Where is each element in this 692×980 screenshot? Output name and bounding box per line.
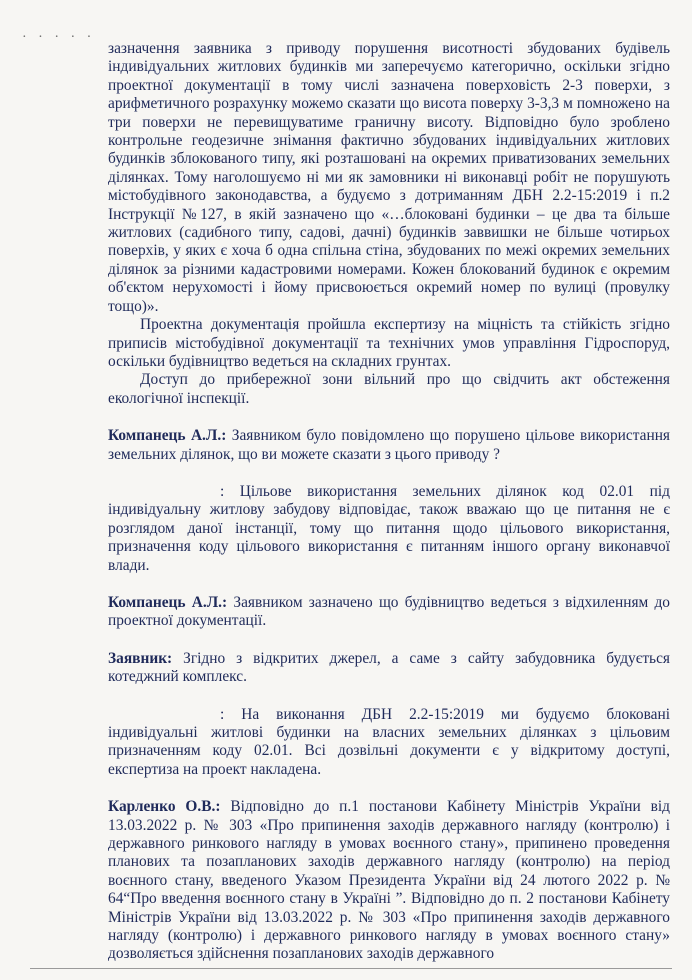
speaker-name: Карленко О.В.: — [108, 798, 221, 816]
exchange-2 — [108, 483, 670, 575]
transcript-body — [108, 40, 670, 964]
continuation-paragraph: зазначення заявника з приводу порушення висотності збудованих будівель індивідуальних житлових будинків ми заперечуємо категорично, оскільки згідно проектної документації в тому числі зазначена поверховість 2-3 поверхи, з арифметичного розрахунку можемо сказати що висота поверху 3-3,3 м помножено на три поверхи не перевищуватиме граничну висоту. Відповідно було зроблено контрольне геодезичне знімання фактично збудованих індивідуальних житлових будинків зблокованого типу, які розташовані на окремих приватизованих земельних ділянках. Тому наголошуємо ні ми як замовники ні виконавці робіт не порушують містобудівного законодавства, а будуємо з дотриманням ДБН 2.2-15:2019 і п.2 Інструкції №127, в якій зазначено що «…блоковані будинки – це два та більше житлових (садибного типу, садові, дачні) будинків заввишки не більше чотирьох поверхів, у яких є хоча б одна спільна стіна, збудованих по межі окремих земельних ділянок за різними кадастровими номерами. Кожен блокований будинок є окремим об'єктом нерухомості і йому присвоюється окремий номер по вулиці (провулку тощо)». — [108, 40, 670, 315]
speaker-name: Компанець А.Л.: — [108, 427, 227, 445]
page-bottom-edge — [30, 968, 672, 969]
exchange-6 — [108, 798, 670, 964]
speech-text: Відповідно до п.1 постанови Кабінету Міністрів України від 13.03.2022 р. № 303 «Про припинення заходів державного нагляду (контролю) і державного ринкового нагляду в умовах воєнного стану», припинено проведення планових та позапланових заходів державного нагляду (контролю) на період воєнного стану, введеного Указом Президента України від 24 лютого 2022 р. № 64“Про введення воєнного стану в Україні ”. Відповідно до п. 2 постанови Кабінету Міністрів України від 13.03.2022 р. № 303 «Про припинення заходів державного нагляду (контролю) і державного ринкового нагляду в умовах воєнного стану» дозволяється здійснення позапланових заходів державного — [108, 798, 670, 963]
expertise-paragraph: Проектна документація пройшла експертизу на міцність та стійкість згідно приписів містобудівної документації та технічних умов управління Гідроспоруд, оскільки будівництво ведеться на складних грунтах. — [108, 316, 670, 370]
speech-text: Заявником зазначено що будівництво ведеться з відхиленням до проектної документації. — [108, 593, 670, 630]
exchange-3 — [108, 594, 670, 631]
speech-text: : На виконання ДБН 2.2-15:2019 ми будуємо блоковані індивідуальні житлові будинки на власних земельних ділянках з цільовим призначенням коду 02.01. Всі дозвільні документи є у відкритому доступі, експертиза на проект накладена. — [108, 705, 670, 778]
scan-margin-marks: · · · · · — [22, 30, 96, 45]
speech-text: Згідно з відкритих джерел, а саме з сайту забудовника будується котеджний комплекс. — [108, 649, 670, 686]
exchange-4 — [108, 650, 670, 687]
speaker-name: Компанець А.Л.: — [108, 593, 228, 611]
speaker-name: Заявник: — [108, 649, 173, 667]
exchange-1 — [108, 427, 670, 464]
exchange-5 — [108, 706, 670, 780]
speech-text: Заявником було повідомлено що порушено цільове використання земельних ділянок, що ви можете сказати з цього приводу ? — [108, 427, 671, 463]
speech-text: : Цільове використання земельних ділянок код 02.01 під індивідуальну житлову забудову відповідає, також вважаю що це питання не є розглядом даної інстанції, тому що питання щодо цільового використання, призначення коду цільового використання є питанням іншого органу виконавчої влади. — [108, 482, 670, 574]
access-paragraph: Доступ до прибережної зони вільний про що свідчить акт обстеження екологічної інспекції. — [108, 371, 670, 407]
